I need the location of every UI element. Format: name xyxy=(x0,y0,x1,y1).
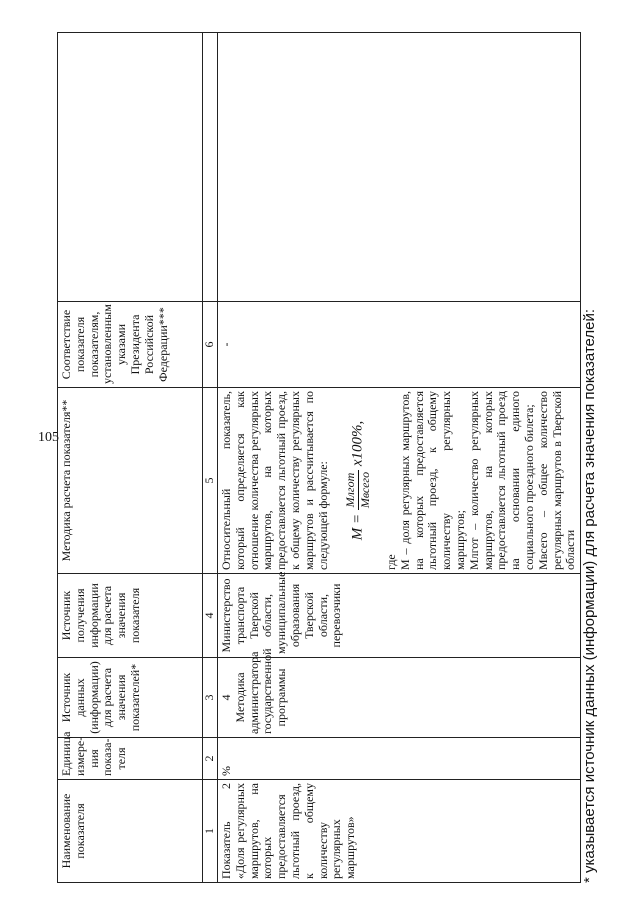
source-data-text: Методика администратора государственной программы xyxy=(232,648,289,734)
header-method: Методика расчета показателя** xyxy=(58,388,203,574)
source-info-cell: Министерство транспорта Тверской области, муниципальные образования Тверской области, перевозчики xyxy=(218,574,581,658)
formula-fraction xyxy=(344,470,373,510)
col-num-3: 3 xyxy=(203,658,218,738)
formula-numerator: Mлгот xyxy=(344,470,359,510)
col-num-6: 6 xyxy=(203,302,218,388)
formula-rhs: x100%, xyxy=(350,420,367,467)
definition-m: М – доля регулярных маршрутов, на которых предоставляется льготный проезд, к общему количеству регулярных маршрутов; xyxy=(397,391,467,570)
header-source-data: Источник данных (информации) для расчета значения показателей* xyxy=(58,658,203,738)
compliance-cell: - xyxy=(218,302,581,388)
method-cell xyxy=(218,388,581,574)
indicator-table xyxy=(57,32,581,883)
method-intro: Относительный показатель, который определяется как отношение количества регулярных маршрутов, на которых предоставляется льготный проезд, к общему количеству регулярных маршрутов и рассчитывается по следующей формуле: xyxy=(219,391,330,570)
header-name: Наименование показателя xyxy=(58,780,203,883)
footnote: * указывается источник данных (информации) для расчета значения показателей: xyxy=(581,308,598,883)
source-data-number: 4 xyxy=(219,694,233,701)
col-num-1: 1 xyxy=(203,780,218,883)
formula xyxy=(344,391,373,570)
definition-mlgot: Mлгот – количество регулярных маршрутов, на которых предоставляется льготный проезд на основании единого социального проездного билета; xyxy=(466,391,536,570)
formula-lhs: M = xyxy=(350,513,367,541)
rotated-content xyxy=(57,33,597,883)
formula-denominator: Mвсего xyxy=(358,471,373,509)
col-num-4: 4 xyxy=(203,574,218,658)
col-num-5: 5 xyxy=(203,388,218,574)
indicator-name-cell: Показатель 2 «Доля регулярных маршрутов, на которых предоставляется льготный проезд, к общему количеству регулярных маршрутов» xyxy=(218,780,581,883)
page-number: 105 xyxy=(38,430,59,445)
table-row xyxy=(218,33,581,883)
header-compliance: Соответствие показателя показателям, установленным указами Президента Российской Федерации*** xyxy=(58,302,203,388)
header-source-info: Источник получения информации для расчета значения показателя xyxy=(58,574,203,658)
unit-cell: % xyxy=(218,738,581,780)
header-unit: Единица измере-ния показа-теля xyxy=(58,738,203,780)
col-num-7 xyxy=(203,33,218,302)
header-empty xyxy=(58,33,203,302)
column-number-row xyxy=(203,33,218,883)
empty-cell xyxy=(218,33,581,302)
source-data-cell xyxy=(218,648,581,738)
header-row xyxy=(58,33,203,883)
col-num-2: 2 xyxy=(203,738,218,780)
definition-mvsego: Mвсего – общее количество регулярных маршрутов в Тверской области xyxy=(535,391,578,570)
where-label: где xyxy=(383,554,398,570)
